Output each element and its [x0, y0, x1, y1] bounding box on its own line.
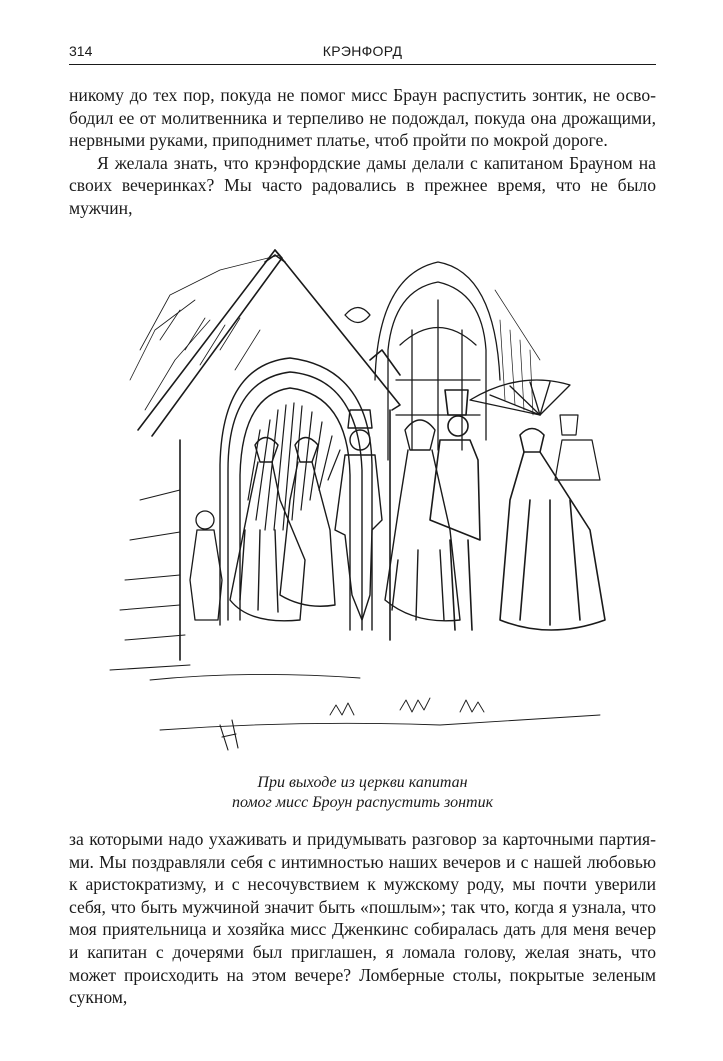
church-exit-illustration — [100, 200, 623, 760]
running-title: КРЭНФОРД — [322, 43, 403, 59]
church-steps — [110, 490, 190, 670]
wall-hatching — [495, 290, 540, 415]
figure-lady-bonnet — [385, 420, 460, 621]
figure-caption — [69, 773, 656, 813]
figure-dark-dress — [500, 429, 605, 631]
body-text-bottom — [69, 828, 656, 1009]
paragraph: за которыми надо ухаживать и придумывать разговор за карточными партиями. Мы поздравляли себя с интимностью наших вечеров и с нашей любовью к аристократизму, и с несочувствием к мужскому роду, мы почти уверили себя, что быть мужчиной значит быть «пошлым»; так что, когда я узнала, что моя приятельница и хозяйка мисс Дженкинс собиралась дать для меня вечер и капитан с дочерями был приглашен, я ломала голову, желая знать, что может происходить на этом вечере? Ломберные столы, покрытые зеленым сукном, — [69, 829, 656, 1008]
paragraph: никому до тех пор, покуда не помог мисс Браун распустить зонтик, не освободил ее от молитвенника и терпеливо не подождал, покуда она дрожащими, нервными руками, приподнимет платье, чтоб пройти по мокрой дороге. — [69, 85, 656, 151]
caption-line-1: При выходе из церкви капитан — [257, 774, 468, 791]
figure-lady-left — [230, 438, 305, 621]
figure-far-right — [555, 415, 600, 480]
artist-signature-mark — [220, 720, 238, 750]
ground-hatching — [150, 674, 600, 730]
paragraph: Я желала знать, что крэнфордские дамы делали с капитаном Брауном на своих вечеринках? Мы часто радовались в прежнее время, что не было мужчин, — [69, 152, 656, 218]
doorway-shadow — [248, 403, 340, 530]
church-doorway — [220, 358, 372, 630]
caption-line-2: помог мисс Броун распустить зонтик — [231, 794, 494, 811]
figure-child — [190, 511, 222, 620]
page-number: 314 — [69, 43, 93, 59]
running-header — [69, 40, 656, 65]
parasol — [470, 380, 570, 415]
roof-hatching — [130, 255, 280, 410]
